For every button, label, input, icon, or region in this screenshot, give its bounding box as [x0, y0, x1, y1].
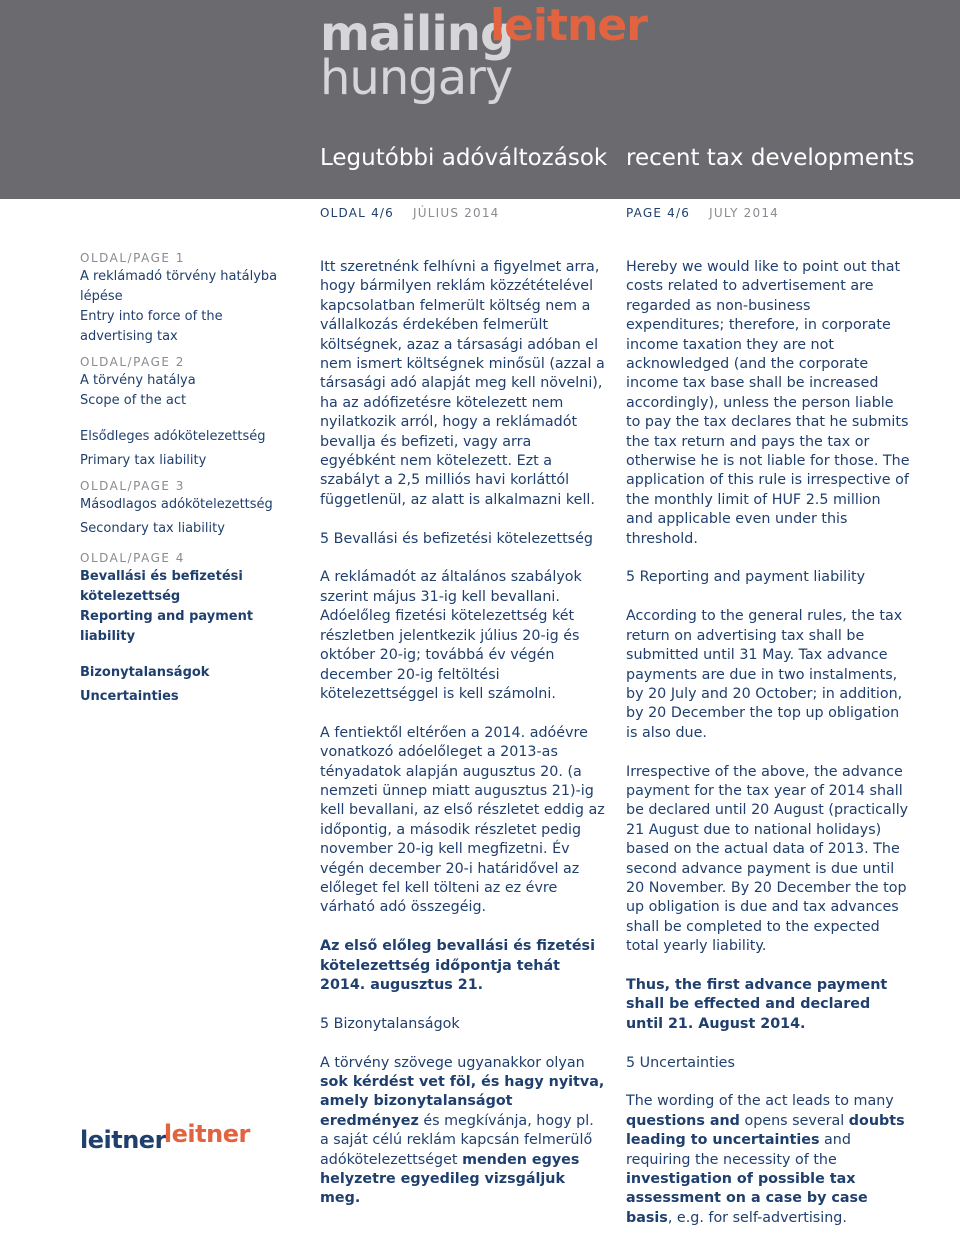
en-page: PAGE 4/6 — [626, 206, 691, 220]
en-meta — [626, 206, 779, 220]
toc-item-en: Uncertainties — [80, 689, 179, 704]
hu-bold-text: sok kérdést vet föl, és hagy nyitva, amely bizonytalanságot eredményez — [320, 1073, 605, 1129]
hu-bold-paragraph — [320, 937, 605, 995]
en-bold-text: Thus, the first advance payment shall be effected and declared until 21. August 2014. — [626, 976, 888, 1032]
footer-logo-orange: leitner — [163, 1120, 250, 1148]
toc-item-en: Primary tax liability — [80, 453, 207, 468]
en-bold-text: investigation of possible tax assessment on a case by case basis — [626, 1171, 868, 1226]
toc-page-1 — [80, 249, 290, 347]
toc-page-2 — [80, 353, 290, 471]
toc-item-en: Reporting and payment liability — [80, 609, 254, 644]
toc-page-3 — [80, 477, 290, 539]
en-date: JULY 2014 — [709, 206, 779, 220]
en-bold-text: doubts leading to uncertainties — [626, 1112, 905, 1149]
hu-text: és megkívánja, hogy pl. a saját célú reklám kapcsán felmerülő adókötelezettséget — [320, 1112, 594, 1168]
en-paragraph: According to the general rules, the tax return on advertising tax shall be submitted until 31 May. Tax advance payments are due in two instalments, by 20 July and 20 October; in addition, by 20 December the top up obligation is also due. — [626, 608, 903, 741]
hu-intro-paragraph: Itt szeretnénk felhívni a figyelmet arra, hogy bármilyen reklám közzétételével kapcsolatban felmerült költség nem a vállalkozás érdekében felmerült költségnek, azaz a társasági adóban el nem ismert költségnek minősül (azzal a társasági adó alapját meg kell növelni), ha az adófizetésre kötelezett nem nyilatkozik arról, hogy a reklámadót bevallja és befizeti, vagy arra egyébként nem kötelezett. Ezt a szabályt a 2,5 milliós havi korláttól függetlenül, az alatt is alkalmazni kell. — [320, 259, 605, 508]
toc-item-hu: Bizonytalanságok — [80, 665, 210, 680]
hu-section-heading: 5 Bizonytalanságok — [320, 1015, 460, 1032]
hu-bold-text: Az első előleg bevallási és fizetési kötelezettség időpontja tehát 2014. augusztus 21. — [320, 938, 595, 993]
en-section-heading: 5 Reporting and payment liability — [626, 569, 866, 586]
toc-page-4 — [80, 549, 290, 707]
en-text: The wording of the act leads to many — [626, 1093, 894, 1110]
hu-paragraph — [320, 1054, 605, 1209]
toc-page-label: OLDAL/PAGE 1 — [80, 251, 185, 265]
en-intro-paragraph: Hereby we would like to point out that costs related to advertisement are regarded as non-business expenditures; therefore, in corporate income taxation they are not acknowledged (and the corporate income tax base shall be increased accordingly), unless the person liable to pay the tax declares that he submits the tax return and pays the tax or otherwise he is not liable for those. The application of this rule is irrespective of the monthly limit of HUF 2.5 million and applicable even under this threshold. — [626, 259, 910, 547]
en-section-heading: 5 Uncertainties — [626, 1054, 735, 1071]
hu-paragraph: A fentiektől eltérően a 2014. adóévre vonatkozó adóelőleget a 2013-as tényadatok alapján augusztus 20. (a nemzeti ünnep miatt augusztus 21)-ig kell bevallani, az első részletet eddig az időpontig, a második részletet pedig november 20-ig kell megfizetni. Év végén december 20-i határidővel az előleget fel kell tölteni az ez évre várható adó összegéig. — [320, 724, 605, 916]
table-of-contents — [80, 249, 290, 713]
hu-section-heading: 5 Bevallási és befizetési kötelezettség — [320, 530, 593, 547]
header-band — [0, 0, 960, 199]
footer-logo-dark: leitner — [80, 1126, 166, 1154]
hu-paragraph: A reklámadót az általános szabályok szerint május 31-ig kell bevallani. Adóelőleg fizetési kötelezettség két részletben jelentkezik július 20-ig és október 20-ig; továbbá év végén december 20-ig feltöltési kötelezettséggel is kell számolni. — [320, 569, 582, 702]
toc-item-hu: Elsődleges adókötelezettség — [80, 429, 266, 444]
hu-page: OLDAL 4/6 — [320, 206, 394, 220]
logo-mailing: mailing — [320, 6, 514, 62]
toc-item-hu: Bevallási és befizetési kötelezettség — [80, 569, 243, 604]
hu-date: JÚLIUS 2014 — [413, 206, 500, 220]
toc-item-en: Secondary tax liability — [80, 521, 225, 536]
en-title: recent tax developments — [626, 145, 915, 171]
toc-page-label: OLDAL/PAGE 3 — [80, 479, 185, 493]
en-paragraph — [626, 1092, 911, 1228]
en-text: opens several — [739, 1112, 849, 1129]
hu-text: A törvény szövege ugyanakkor olyan — [320, 1054, 585, 1071]
toc-page-label: OLDAL/PAGE 2 — [80, 355, 185, 369]
en-bold-text: questions and — [626, 1112, 740, 1129]
toc-item-hu: Másodlagos adókötelezettség — [80, 497, 273, 512]
toc-item-hu: A reklámadó törvény hatályba lépése — [80, 269, 278, 304]
hungarian-column — [320, 258, 605, 1228]
footer-logo — [80, 1120, 250, 1154]
toc-item-en: Scope of the act — [80, 393, 187, 408]
hu-title: Legutóbbi adóváltozások — [320, 145, 608, 171]
en-text: and requiring the necessity of the — [626, 1132, 851, 1168]
english-column — [626, 258, 911, 1248]
logo-hungary: hungary — [320, 50, 513, 106]
en-text: , e.g. for self-advertising. — [667, 1209, 847, 1226]
en-paragraph: Irrespective of the above, the advance payment for the tax year of 2014 shall be declared until 20 August (practically 21 August due to national holidays) based on the actual data of 2013. The second advance payment is due until 20 November. By 20 December the top up obligation is due and tax advances shall be completed to the expected total yearly liability. — [626, 763, 909, 955]
toc-page-label: OLDAL/PAGE 4 — [80, 551, 185, 565]
hu-bold-text: menden egyes helyzetre egyedileg vizsgáljuk meg. — [320, 1151, 580, 1207]
toc-item-en: Entry into force of the advertising tax — [80, 309, 223, 344]
en-bold-paragraph — [626, 976, 911, 1034]
toc-item-hu: A törvény hatálya — [80, 373, 196, 388]
logo-leitner: leitner — [490, 0, 647, 51]
hu-meta — [320, 206, 500, 220]
